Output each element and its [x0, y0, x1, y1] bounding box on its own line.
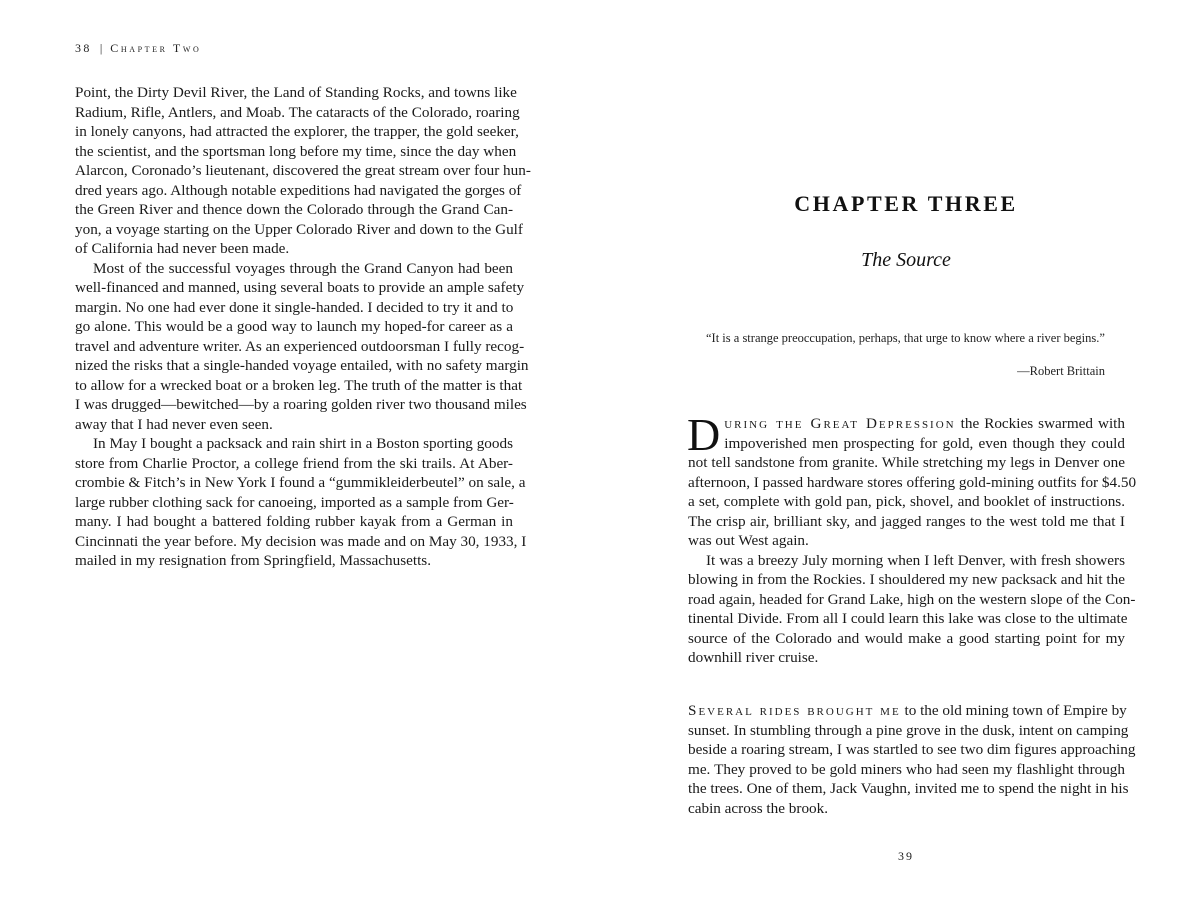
- text-line: sunset. In stumbling through a pine grove in the dusk, intent on camping: [688, 721, 1129, 739]
- text-line: impoverished men prospecting for gold, even though they could: [724, 434, 1125, 452]
- text-line: was out West again.: [688, 532, 809, 549]
- right-section-1: [687, 409, 1137, 668]
- text-line: away that I had never even seen.: [75, 415, 273, 433]
- text-line: I was drugged—bewitched—by a roaring golden river two thousand miles: [75, 396, 527, 413]
- text-line: It was a breezy July morning when I left Denver, with fresh showers: [706, 551, 1125, 569]
- chapter-subtitle: The Source: [861, 249, 951, 271]
- left-body-text: [75, 83, 531, 571]
- text-line: Alarcon, Coronado’s lieutenant, discovered the great stream over four hun-: [75, 162, 531, 179]
- left-folio: 38: [75, 41, 92, 55]
- right-paragraph-2: [688, 551, 1136, 668]
- text-line: nized the risks that a single-handed voyage entailed, with no safety margin: [75, 357, 529, 374]
- text-line: in lonely canyons, had attracted the explorer, the trapper, the gold seeker,: [75, 123, 519, 140]
- text-line: large rubber clothing sack for canoeing, imported as a sample from Ger-: [75, 493, 514, 511]
- text-line: well-financed and manned, using several boats to provide an ample safety: [75, 279, 525, 296]
- text-line: [688, 701, 1125, 721]
- text-line: Radium, Rifle, Antlers, and Moab. The cataracts of the Colorado, roaring: [75, 103, 520, 121]
- text-line: Cincinnati the year before. My decision was made and on May 30, 1933, I: [75, 532, 527, 550]
- text-line: downhill river cruise.: [688, 649, 819, 666]
- text-line: crombie & Fitch’s in New York I found a “gummikleiderbeutel” on sale, a: [75, 474, 526, 491]
- text-fragment: to the old mining town of Empire by: [900, 702, 1127, 719]
- text-line: yon, a voyage starting on the Upper Colorado River and down to the Gulf: [75, 220, 523, 238]
- text-fragment: the Rockies swarmed with: [955, 415, 1125, 432]
- running-head-separator: |: [99, 41, 103, 55]
- text-line: beside a roaring stream, I was startled to see two dim figures approaching: [688, 741, 1136, 758]
- left-paragraph-1: [75, 83, 531, 259]
- text-line: go alone. This would be a good way to launch my hoped-for career as a: [75, 318, 513, 335]
- chapter-title: CHAPTER THREE: [794, 191, 1018, 216]
- text-line: source of the Colorado and would make a good starting point for my: [688, 629, 1125, 647]
- text-line: many. I had bought a battered folding rubber kayak from a German in: [75, 513, 513, 530]
- running-head: [75, 41, 201, 56]
- right-section-2: [688, 701, 1136, 818]
- text-line: cabin across the brook.: [688, 799, 829, 817]
- text-line: the Green River and thence down the Colorado through the Grand Can-: [75, 201, 513, 218]
- text-line: store from Charlie Proctor, a college friend from the ski trails. At Aber-: [75, 454, 513, 472]
- text-line: In May I bought a packsack and rain shirt in a Boston sporting goods: [93, 435, 513, 452]
- text-line: travel and adventure writer. As an experienced outdoorsman I fully recog-: [75, 337, 525, 355]
- text-line: of California had never been made.: [75, 240, 290, 257]
- text-line: the scientist, and the sportsman long before my time, since the day when: [75, 142, 517, 160]
- text-line: mailed in my resignation from Springfield, Massachusetts.: [75, 552, 432, 569]
- right-page: [600, 0, 1200, 900]
- text-line: to allow for a wrecked boat or a broken leg. The truth of the matter is that: [75, 376, 523, 394]
- left-paragraph-3: [75, 434, 527, 571]
- text-line: afternoon, I passed hardware stores offering gold-mining outfits for $4.50: [688, 473, 1137, 491]
- text-line: not tell sandstone from granite. While stretching my legs in Denver one: [688, 454, 1125, 471]
- text-line: The crisp air, brilliant sky, and jagged ranges to the west told me that I: [688, 512, 1125, 530]
- running-head-chapter: Chapter Two: [110, 41, 202, 55]
- text-line: [688, 414, 1125, 434]
- epigraph-attribution: —Robert Brittain: [1017, 364, 1105, 378]
- text-line: Point, the Dirty Devil River, the Land of Standing Rocks, and towns like: [75, 84, 517, 101]
- right-paragraph-3: [688, 701, 1136, 818]
- text-line: blowing in from the Rockies. I shouldered my new packsack and hit the: [688, 571, 1125, 588]
- epigraph: “It is a strange preoccupation, perhaps, that urge to know where a river begins.”: [706, 331, 1105, 345]
- right-folio: 39: [898, 849, 914, 863]
- text-line: Most of the successful voyages through the Grand Canyon had been: [93, 259, 513, 277]
- text-line: margin. No one had ever done it single-handed. I decided to try it and to: [75, 298, 514, 316]
- text-line: me. They proved to be gold miners who had seen my flashlight through: [688, 760, 1125, 778]
- text-line: road again, headed for Grand Lake, high on the western slope of the Con-: [688, 590, 1136, 608]
- text-line: dred years ago. Although notable expeditions had navigated the gorges of: [75, 181, 522, 199]
- drop-cap: D: [687, 409, 721, 460]
- right-paragraph-1: [687, 409, 1137, 551]
- text-line: the trees. One of them, Jack Vaughn, invited me to spend the night in his: [688, 780, 1129, 797]
- text-line: tinental Divide. From all I could learn this lake was close to the ultimate: [688, 610, 1128, 627]
- smallcaps-lead: Several rides brought me: [688, 702, 901, 719]
- left-paragraph-2: [75, 259, 529, 435]
- smallcaps-lead: uring the Great Depression: [724, 415, 956, 432]
- text-line: a set, complete with gold pan, pick, shovel, and booklet of instructions.: [688, 493, 1125, 510]
